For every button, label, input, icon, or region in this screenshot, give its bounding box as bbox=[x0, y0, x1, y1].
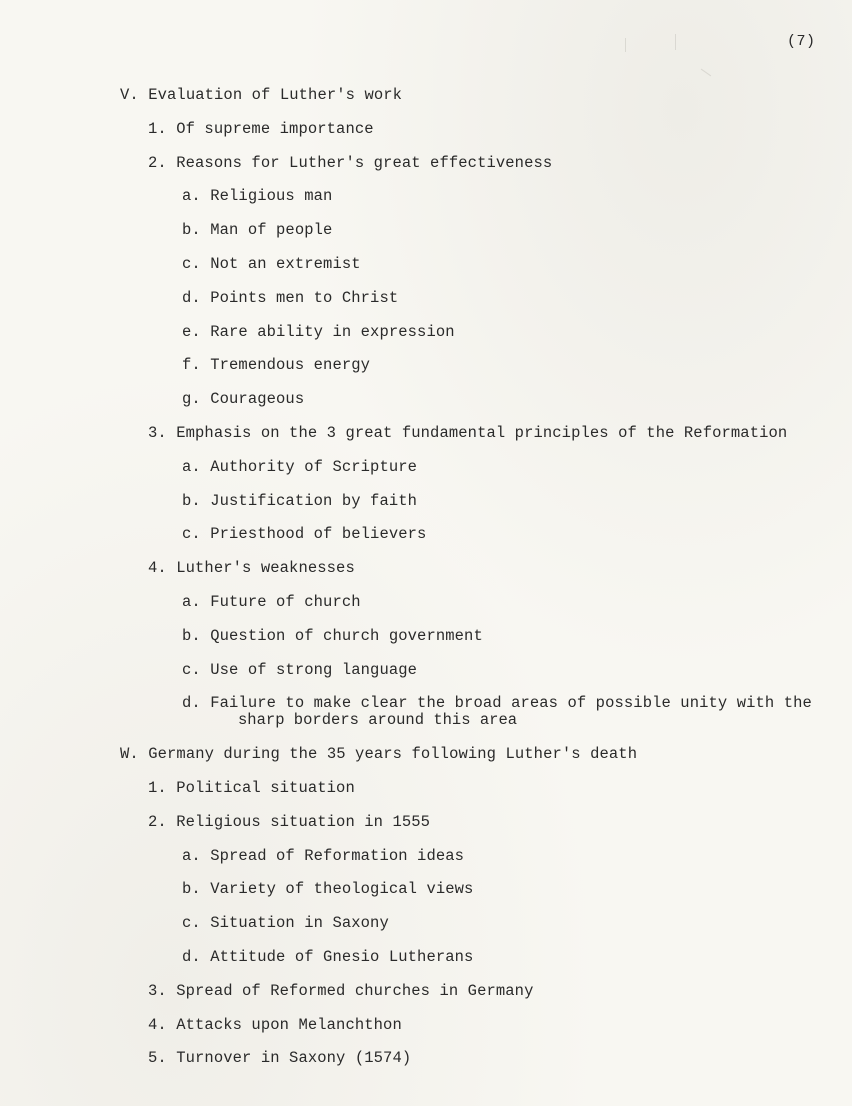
outline-item bbox=[148, 1049, 411, 1067]
outline-subitem-text: Future of church bbox=[210, 593, 361, 611]
outline-subitem bbox=[182, 948, 473, 966]
outline-subitem bbox=[182, 847, 464, 865]
outline-subitem bbox=[182, 627, 483, 645]
outline-subitem-text: Authority of Scripture bbox=[210, 458, 418, 476]
outline-subitem-text: Question of church government bbox=[210, 627, 483, 645]
outline-item-label: 4. bbox=[148, 1016, 167, 1034]
outline-item-text: Reasons for Luther's great effectiveness bbox=[176, 154, 553, 172]
outline-subitem bbox=[182, 694, 812, 712]
outline-item-label: 3. bbox=[148, 424, 167, 442]
outline-subitem bbox=[182, 492, 417, 510]
outline-subitem-label: c. bbox=[182, 661, 201, 679]
outline-item bbox=[148, 559, 355, 577]
outline-item-label: 1. bbox=[148, 779, 167, 797]
outline-section-text: Evaluation of Luther's work bbox=[148, 86, 403, 104]
outline-subitem-label: b. bbox=[182, 627, 201, 645]
outline-item-label: 1. bbox=[148, 120, 167, 138]
outline-item-label: 3. bbox=[148, 982, 167, 1000]
outline-subitem-label: a. bbox=[182, 458, 201, 476]
outline-subitem bbox=[182, 221, 332, 239]
outline-item-label: 2. bbox=[148, 154, 167, 172]
outline-subitem bbox=[182, 458, 417, 476]
outline-section bbox=[120, 86, 402, 104]
outline-subitem-text: Use of strong language bbox=[210, 661, 418, 679]
outline-subitem bbox=[182, 255, 361, 273]
outline-item-label: 5. bbox=[148, 1049, 167, 1067]
outline-subitem-label: b. bbox=[182, 492, 201, 510]
outline-subitem bbox=[182, 880, 473, 898]
scan-mark bbox=[625, 38, 626, 52]
outline-subitem-text: Religious man bbox=[210, 187, 333, 205]
outline-subitem-continuation: sharp borders around this area bbox=[238, 711, 518, 729]
outline-item-text: Turnover in Saxony (1574) bbox=[176, 1049, 412, 1067]
outline-subitem-text: Justification by faith bbox=[210, 492, 418, 510]
outline-item-label: 4. bbox=[148, 559, 167, 577]
outline-section-label: V. bbox=[120, 86, 139, 104]
outline-subitem-text: Spread of Reformation ideas bbox=[210, 847, 465, 865]
outline-subitem-text: Priesthood of believers bbox=[210, 525, 427, 543]
outline-subitem bbox=[182, 187, 332, 205]
outline-subitem-text: Man of people bbox=[210, 221, 333, 239]
outline-subitem-label: d. bbox=[182, 948, 201, 966]
outline-subitem-text: Tremendous energy bbox=[210, 356, 371, 374]
outline-subitem bbox=[182, 914, 389, 932]
outline-subitem-label: d. bbox=[182, 289, 201, 307]
outline-item-label: 2. bbox=[148, 813, 167, 831]
outline-subitem-label: e. bbox=[182, 323, 201, 341]
outline-item bbox=[148, 1016, 402, 1034]
outline-item bbox=[148, 424, 787, 442]
outline-subitem-text: Situation in Saxony bbox=[210, 914, 389, 932]
outline-item bbox=[148, 813, 430, 831]
outline-subitem-label: a. bbox=[182, 847, 201, 865]
outline-subitem-label: c. bbox=[182, 914, 201, 932]
outline-item-text: Luther's weaknesses bbox=[176, 559, 355, 577]
outline-section bbox=[120, 745, 637, 763]
outline-item-text: Spread of Reformed churches in Germany bbox=[176, 982, 534, 1000]
outline-subitem-text: Rare ability in expression bbox=[210, 323, 455, 341]
outline-item-text: Religious situation in 1555 bbox=[176, 813, 431, 831]
scan-mark bbox=[701, 69, 711, 77]
outline-section-text: Germany during the 35 years following Luther's death bbox=[148, 745, 638, 763]
outline-subitem bbox=[182, 525, 426, 543]
page-number: (7) bbox=[787, 33, 816, 50]
outline-item-text: Attacks upon Melanchthon bbox=[176, 1016, 402, 1034]
outline-subitem-label: a. bbox=[182, 593, 201, 611]
outline-section-label: W. bbox=[120, 745, 139, 763]
outline-subitem-label: g. bbox=[182, 390, 201, 408]
scan-mark bbox=[675, 34, 676, 50]
outline-subitem-text: Failure to make clear the broad areas of possible unity with the bbox=[210, 694, 812, 712]
outline-subitem-text: Courageous bbox=[210, 390, 305, 408]
outline-subitem-label: b. bbox=[182, 221, 201, 239]
outline-item bbox=[148, 120, 374, 138]
outline-subitem-label: c. bbox=[182, 255, 201, 273]
outline-item bbox=[148, 779, 355, 797]
outline-subitem bbox=[182, 289, 398, 307]
outline-subitem-label: c. bbox=[182, 525, 201, 543]
outline-subitem-label: b. bbox=[182, 880, 201, 898]
outline-subitem bbox=[182, 593, 361, 611]
outline-subitem-label: a. bbox=[182, 187, 201, 205]
outline-subitem-text: Points men to Christ bbox=[210, 289, 399, 307]
outline-item-text: Political situation bbox=[176, 779, 355, 797]
outline-subitem-text: Not an extremist bbox=[210, 255, 361, 273]
outline-item-text: Of supreme importance bbox=[176, 120, 374, 138]
outline-item-text: Emphasis on the 3 great fundamental principles of the Reformation bbox=[176, 424, 788, 442]
outline-subitem-label: d. bbox=[182, 694, 201, 712]
outline-subitem-text: Attitude of Gnesio Lutherans bbox=[210, 948, 474, 966]
outline-subitem bbox=[182, 661, 417, 679]
outline-subitem-text: Variety of theological views bbox=[210, 880, 474, 898]
outline-subitem bbox=[182, 323, 455, 341]
outline-subitem bbox=[182, 356, 370, 374]
outline-subitem bbox=[182, 390, 304, 408]
outline-item bbox=[148, 154, 552, 172]
outline-subitem-label: f. bbox=[182, 356, 201, 374]
outline-item bbox=[148, 982, 533, 1000]
